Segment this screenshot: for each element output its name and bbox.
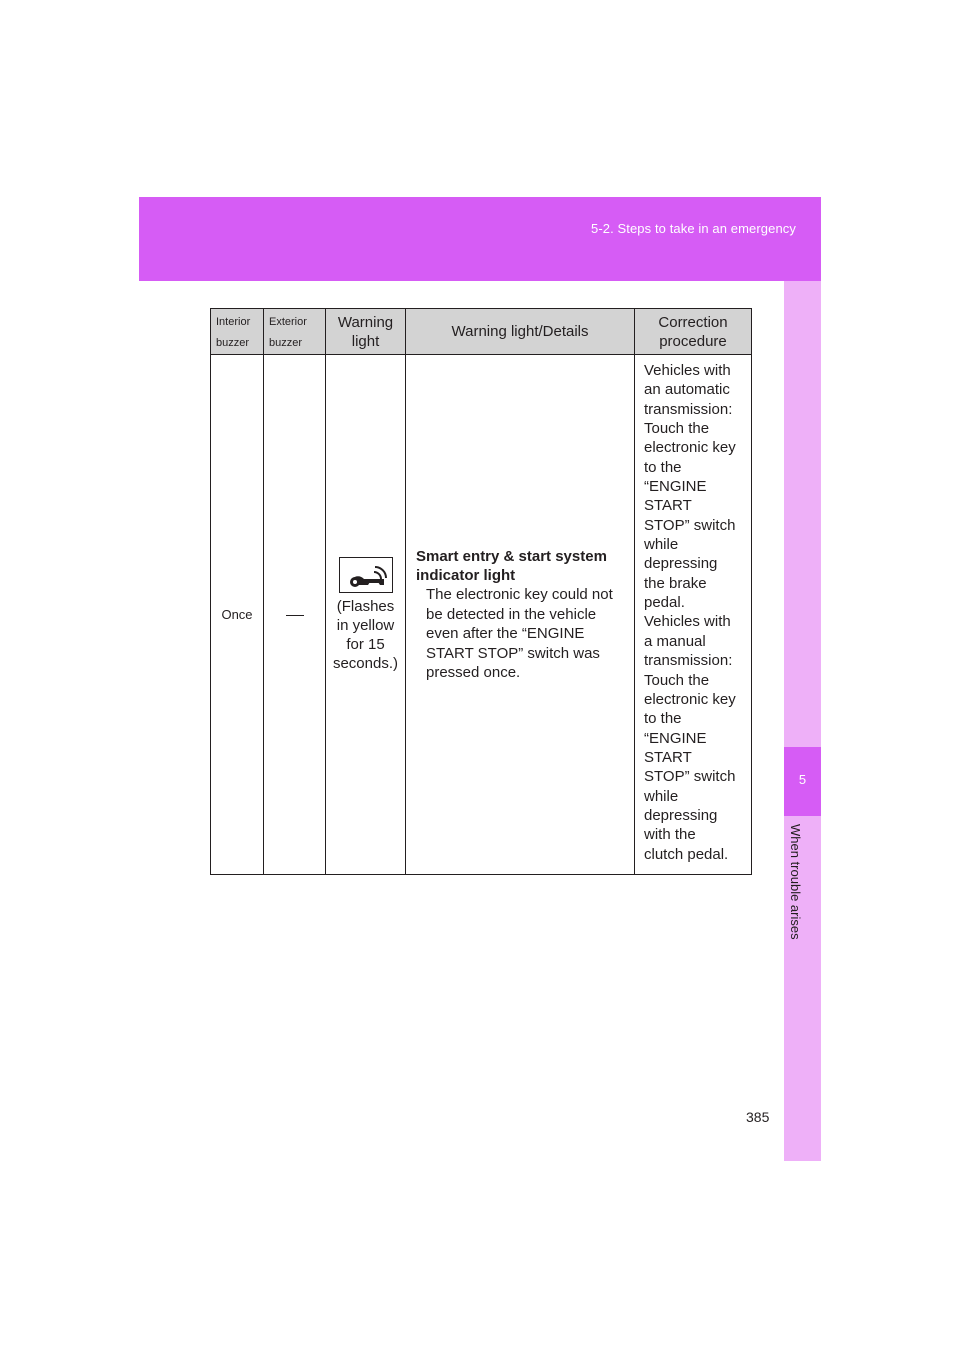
chapter-number: 5 (798, 772, 807, 787)
header-band (139, 197, 821, 281)
side-tab (784, 281, 821, 1161)
warning-table (210, 308, 752, 875)
table-row (211, 355, 752, 875)
chapter-title-label: When trouble arises (788, 824, 803, 940)
exterior-buzzer-cell (264, 355, 326, 875)
interior-buzzer-cell: Once (211, 355, 264, 875)
correction-cell: Vehicles with an automatic transmission: Touch the electronic key to the “ENGINE START STOP” switch while depressing the brake pedal. Vehicles with a manual transmission: Touch the electronic key to the “ENGINE START STOP” switch while depressing with the clutch pedal. (635, 355, 752, 875)
not-applicable-dash (286, 615, 304, 616)
header-interior-buzzer: Interior buzzer (211, 309, 264, 355)
section-title: 5-2. Steps to take in an emergency (590, 221, 796, 236)
chapter-title (784, 824, 821, 964)
smart-key-icon (339, 557, 393, 593)
header-details: Warning light/Details (406, 309, 635, 355)
details-body: The electronic key could not be detected in the vehicle even after the “ENGINE START STOP” switch was pressed once. (426, 586, 613, 682)
table-header-row (211, 309, 752, 355)
details-cell (406, 355, 635, 875)
header-exterior-buzzer: Exterior buzzer (264, 309, 326, 355)
page-number: 385 (746, 1109, 770, 1125)
header-correction: Correction procedure (635, 309, 752, 355)
warning-light-cell (326, 355, 406, 875)
flash-note: (Flashes in yellow for 15 seconds.) (332, 597, 399, 672)
chapter-number-box (784, 747, 821, 816)
header-warning-light: Warning light (326, 309, 406, 355)
details-title: Smart entry & start system indicator light (416, 547, 607, 584)
